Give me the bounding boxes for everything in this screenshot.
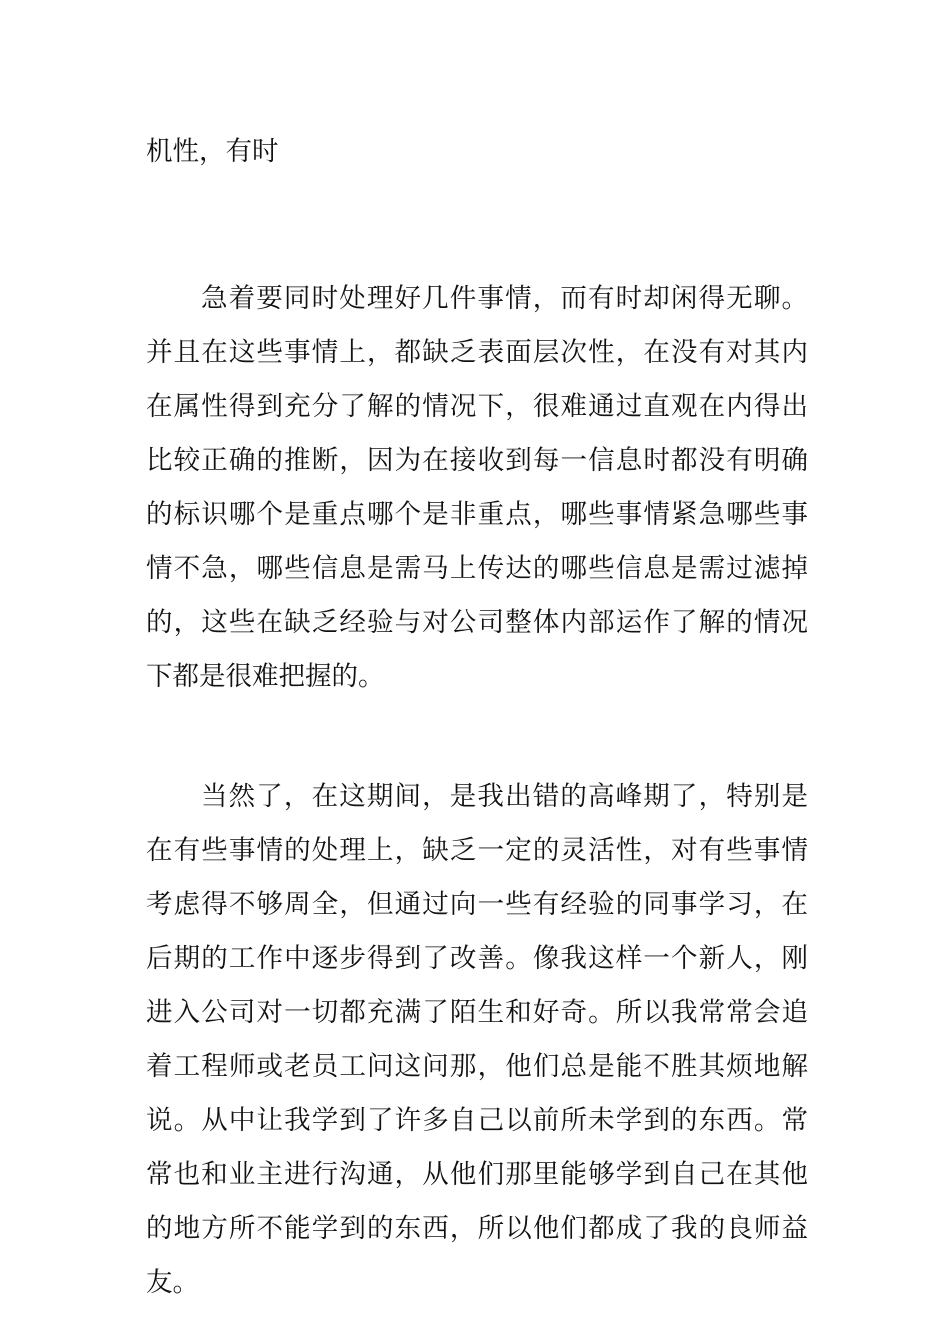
paragraph-work-challenges: 急着要同时处理好几件事情，而有时却闲得无聊。并且在这些事情上，都缺乏表面层次性，在没有对其内在属性得到充分了解的情况下，很难通过直观在内得出比较正确的推断，因为在接收到每一信息时都没有明确的标识哪个是重点哪个是非重点，哪些事情紧急哪些事情不急，哪些信息是需马上传达的哪些信息是需过滤掉的，这些在缺乏经验与对公司整体内部运作了解的情况下都是很难把握的。 (146, 283, 808, 692)
paragraph-learning-experience: 当然了，在这期间，是我出错的高峰期了，特别是在有些事情的处理上，缺乏一定的灵活性，对有些事情考虑得不够周全，但通过向一些有经验的同事学习，在后期的工作中逐步得到了改善。像我这样一个新人，刚进入公司对一切都充满了陌生和好奇。所以我常常会追着工程师或老员工问这问那，他们总是能不胜其烦地解说。从中让我学到了许多自己以前所未学到的东西。常常也和业主进行沟通，从他们那里能够学到自己在其他的地方所不能学到的东西，所以他们都成了我的良师益友。 (146, 781, 808, 1298)
paragraph-fragment: 机性，有时 (146, 136, 279, 167)
